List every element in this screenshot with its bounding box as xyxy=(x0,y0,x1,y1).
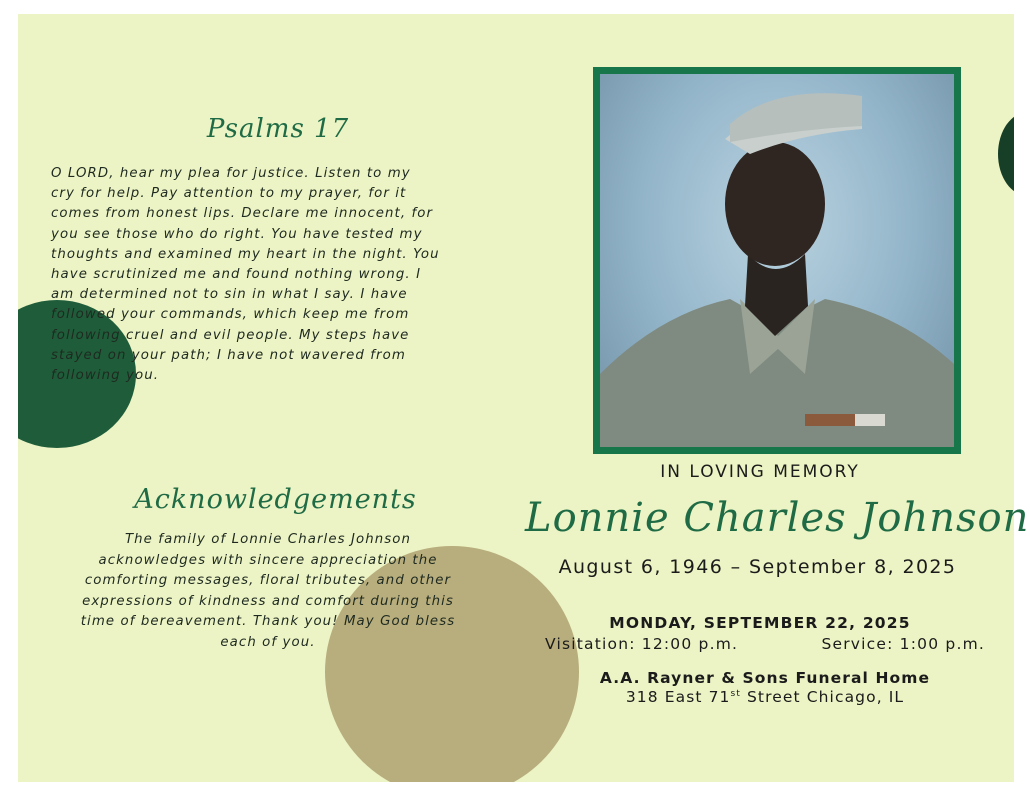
psalm-line: following cruel and evil people. My steps have xyxy=(51,327,410,343)
psalm-line: cry for help. Pay attention to my prayer, for it xyxy=(51,186,407,202)
psalm-title: Psalms 17 xyxy=(206,114,350,144)
psalm-line: following you. xyxy=(51,368,160,384)
acknowledgement-line: acknowledges with sincere appreciation the xyxy=(98,552,438,568)
acknowledgement-line: time of bereavement. Thank you! May God bless xyxy=(80,614,456,629)
funeral-home-address xyxy=(560,688,970,706)
memorial-heading: IN LOVING MEMORY xyxy=(660,462,860,482)
service-times xyxy=(545,635,985,653)
acknowledgements-title: Acknowledgements xyxy=(134,484,417,515)
service-date: MONDAY, SEPTEMBER 22, 2025 xyxy=(609,614,911,632)
portrait-illustration xyxy=(600,74,954,447)
address-prefix: 318 East 71 xyxy=(625,688,731,706)
psalm-text xyxy=(51,164,481,386)
visitation-time: Visitation: 12:00 p.m. xyxy=(545,635,739,653)
portrait-frame xyxy=(593,67,961,454)
funeral-home-name: A.A. Rayner & Sons Funeral Home xyxy=(599,669,931,687)
portrait-photo xyxy=(600,74,954,447)
address-superscript: st xyxy=(730,688,741,699)
psalm-line: have scrutinized me and found nothing wrong. I xyxy=(51,267,422,283)
deceased-name: Lonnie Charles Johnson xyxy=(525,495,1030,541)
acknowledgement-line: expressions of kindness and comfort during this xyxy=(82,593,454,609)
psalm-line: followed your commands, which keep me from xyxy=(51,307,410,323)
address-suffix: Street Chicago, IL xyxy=(740,688,905,706)
psalm-line: you see those who do right. You have tested my xyxy=(51,226,423,242)
decorative-dark-green-circle xyxy=(998,112,1014,196)
psalm-line: am determined not to sin in what I say. I have xyxy=(51,287,408,303)
psalm-line: comes from honest lips. Declare me innocent, for xyxy=(51,206,434,222)
acknowledgement-line: each of you. xyxy=(220,634,316,650)
acknowledgement-line: comforting messages, floral tributes, and other xyxy=(84,573,452,588)
program-sheet xyxy=(18,14,1030,782)
life-dates: August 6, 1946 – September 8, 2025 xyxy=(558,556,957,578)
service-time: Service: 1:00 p.m. xyxy=(821,635,985,653)
acknowledgement-line: The family of Lonnie Charles Johnson xyxy=(124,532,412,547)
psalm-line: thoughts and examined my heart in the night. You xyxy=(51,246,440,262)
psalm-line: stayed on your path; I have not wavered from xyxy=(51,347,406,363)
psalm-line: O LORD, hear my plea for justice. Listen to my xyxy=(51,166,411,181)
acknowledgements-text xyxy=(48,530,488,653)
